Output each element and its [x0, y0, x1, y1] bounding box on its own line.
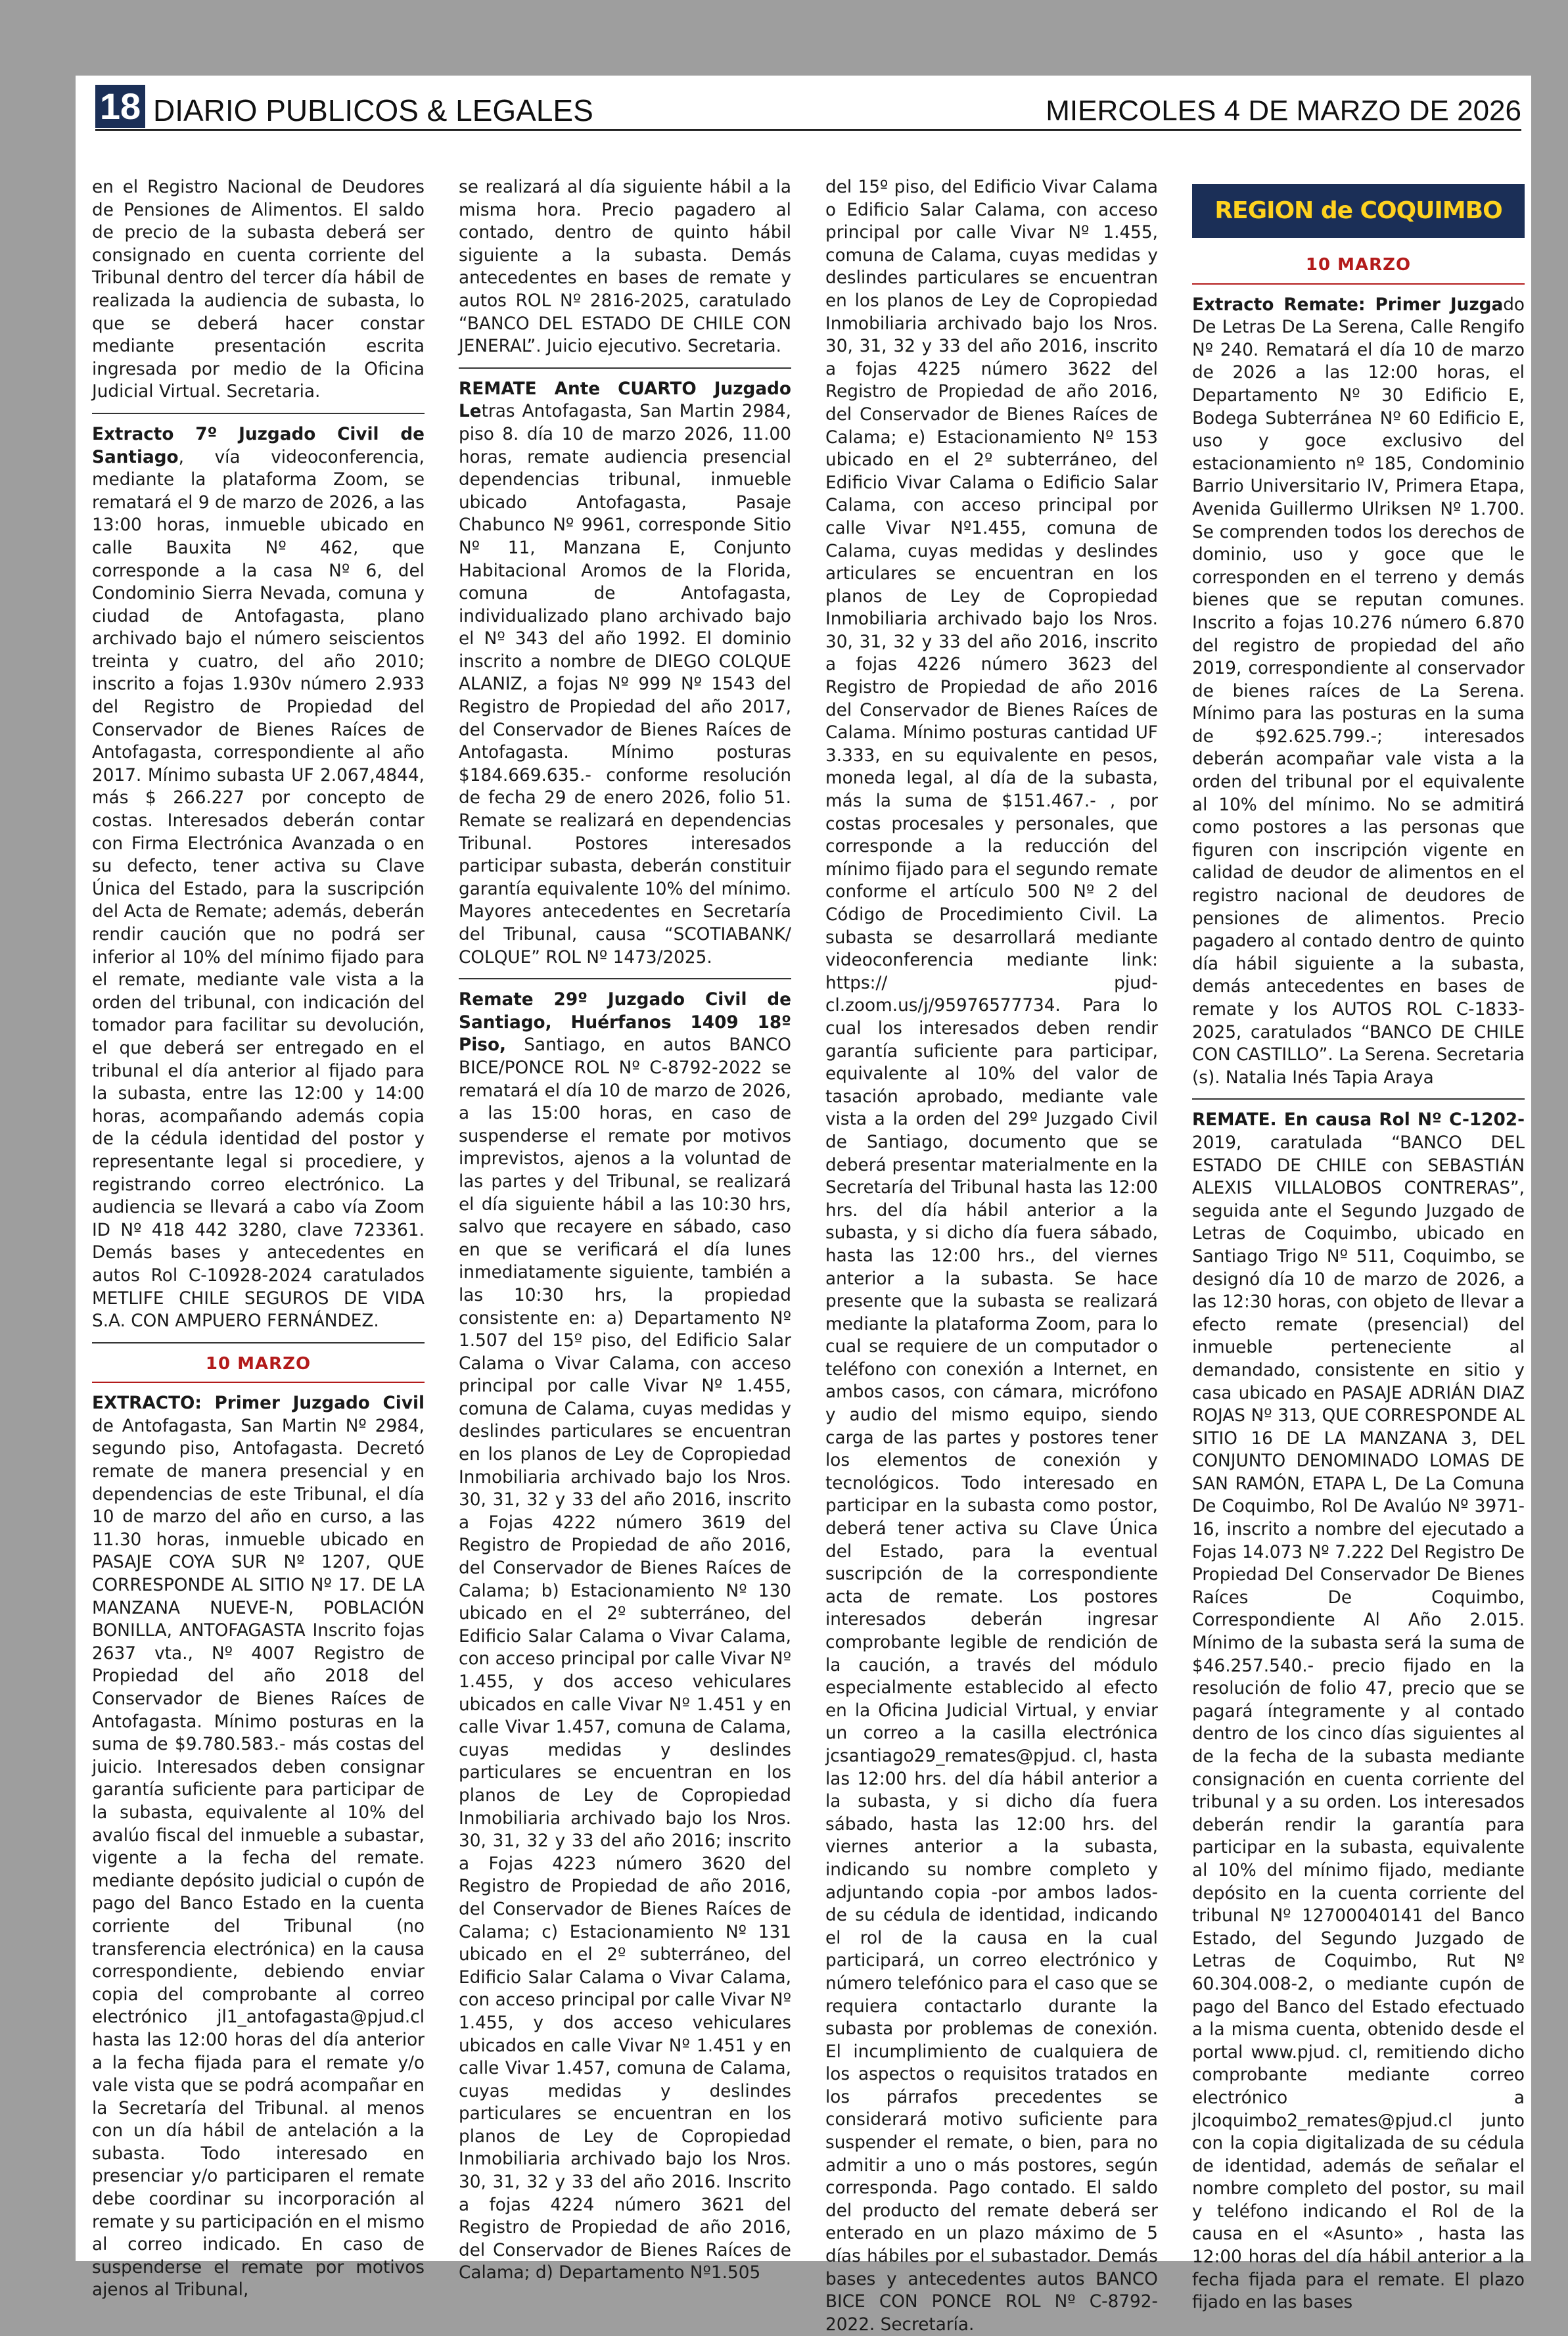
columns	[92, 176, 1525, 2335]
notice-title: REMATE. En causa Rol Nº C-1202-	[1192, 1110, 1525, 1131]
notice-title: Extracto Remate: Primer Juzga	[1192, 294, 1504, 315]
section-date: 10 MARZO	[205, 1353, 311, 1374]
page-number: 18	[95, 85, 145, 128]
notice-text: de Antofagasta, San Martin Nº 2984, segundo piso, Antofagasta. Decretó remate de manera presencial y en dependencias de este Tribunal, el día 10 de marzo del año en curso, a las 11.30 horas, inmueble ubicado en PASAJE COYA SUR Nº 1207, QUE CORRESPONDE AL SITIO Nº 17. DE LA MANZANA NUEVE-N, POBLACIÓN BONILLA, ANTOFAGASTA Inscrito fojas 2637 vta., Nº 4007 Registro de Propiedad del año 2018 del Conservador de Bienes Raíces de Antofagasta. Mínimo posturas en la suma de $9.780.583.- más costas del juicio. Interesados deben consignar garantía suficiente para participar de la subasta, equivalente al 10% del avalúo fiscal del inmueble a subastar, vigente a la fecha del remate. mediante depósito judicial o cupón de pago del Banco Estado en la cuenta corriente del Tribunal (no transferencia electrónica) en la causa correspondiente, debiendo enviar copia del comprobante al correo electrónico jl1_antofagasta@pjud.cl hasta las 12:00 horas del día anterior a la fecha fijada para el remate y/o vale vista que se podrá acompañar en la Secretaría del Tribunal. al menos con un día hábil de antelación a la subasta. Todo interesado en presenciar y/o participaren el remate debe coordinar su incorporación al remate y su participación en el mismo al correo indicado. En caso de suspenderse el remate por motivos ajenos al Tribunal,	[92, 1416, 425, 2301]
divider	[92, 413, 425, 414]
section-rule	[1192, 283, 1525, 285]
header-rule	[95, 129, 1521, 131]
column-1	[92, 176, 425, 2301]
section-date: 10 MARZO	[1305, 255, 1412, 275]
notice	[459, 989, 791, 2285]
region-banner: REGION de COQUIMBO	[1192, 184, 1525, 238]
notice-title: REMATE Ante CUARTO Juzgado Le	[459, 379, 791, 422]
divider	[1192, 1098, 1525, 1100]
notice-title: Extracto 7º Juzgado Civil de Santiago	[92, 424, 425, 467]
notice-text: del 15º piso, del Edificio Vivar Calama o Edificio Salar Calama, con acceso principal por calle Vivar Nº 1.455, comuna de Calama, cuyas medidas y deslindes particulares se encuentran en los planos de Ley de Copropiedad Inmobiliaria archivado bajo los Nros. 30, 31, 32 y 33 del año 2016, inscrito a fojas 4225 número 3622 del Registro de Propiedad de año 2016, del Conservador de Bienes Raíces de Calama; e) Estacionamiento Nº 153 ubicado en el 2º subterráneo, del Edificio Vivar Calama o Edificio Salar Calama, con acceso principal por calle Vivar Nº1.455, comuna de Calama, cuyas medidas y deslindes articulares se encuentran en los planos de Ley de Copropiedad Inmobiliaria archivado bajo los Nros. 30, 31, 32 y 33 del año 2016, inscrito a fojas 4226 número 3623 del Registro de Propiedad de año 2016 del Conservador de Bienes Raíces de Calama. Mínimo posturas cantidad UF 3.333, en su equivalente en pesos, moneda legal, al día de la subasta, más la suma de $151.467.- , por costas procesales y personales, que corresponde a la reducción del mínimo fijado para el segundo remate conforme el artículo 500 Nº 2 del Código de Procedimiento Civil. La subasta se desarrollará mediante videoconferencia mediante link: https:// pjud-cl.zoom.us/j/95976577734. Para lo cual los interesados deben rendir garantía suficiente para participar, equivalente al 10% del valor de tasación aprobado, mediante vale vista a la orden del 29º Juzgado Civil de Santiago, documento que se deberá presentar materialmente en la Secretaría del Tribunal hasta las 12:00 hrs. del día hábil anterior a la subasta, y si dicho día fuera sábado, hasta las 12:00 hrs., del viernes anterior a la subasta. Se hace presente que la subasta se realizará mediante la plataforma Zoom, para lo cual se requiere de un computador o teléfono con conexión a Internet, en ambos casos, con cámara, micrófono y audio del mismo equipo, siendo carga de las partes y postores tener los elementos de conexión y tecnológicos. Todo interesado en participar en la subasta como postor, deberá tener activa su Clave Única del Estado, para la eventual suscripción de la correspondiente acta de remate. Los postores interesados deberán ingresar comprobante legible de rendición de la caución, a través del módulo especialmente establecido al efecto en la Oficina Judicial Virtual, y enviar un correo a la casilla electrónica jcsantiago29_remates@pjud. cl, hasta las 12:00 hrs. del día hábil anterior a la subasta, y si dicho día fuera sábado, hasta las 12:00 hrs. del viernes anterior a la subasta, indicando su nombre completo y adjuntando copia -por ambos lados- de su cédula de identidad, indicando el rol de la causa en la cual participará, un correo electrónico y número telefónico para el caso que se requiera contactarlo durante la subasta por problemas de conexión. El incumplimiento de cualquiera de los aspectos o requisitos tratados en los párrafos precedentes se considerará motivo suficiente para suspender el remate, o bien, para no admitir a uno o más postores, según corresponda. Pago contado. El saldo del producto del remate deberá ser enterado en un plazo máximo de 5 días hábiles por el subastador. Demás bases y antecedentes autos BANCO BICE CON PONCE ROL Nº C-8792-2022. Secretaría.	[825, 177, 1158, 2335]
notice-title: EXTRACTO: Primer Juzgado Civil	[92, 1393, 425, 1414]
section-rule	[92, 1382, 425, 1383]
notice-text: do De Letras De La Serena, Calle Rengifo Nº 240. Rematará el día 10 de marzo de 2026 a las 12:00 horas, el Departamento Nº 30 Edificio E, Bodega Subterránea Nº 60 Edificio E, uso y goce exclusivo del estacionamiento nº 185, Condominio Barrio Universitario IV, Primera Etapa, Avenida Guillermo Ulriksen Nº 1.700. Se comprenden todos los derechos de dominio, uso y goce que le corresponden en el terreno y demás bienes que se reputan comunes. Inscrito a fojas 10.276 número 6.870 del registro de propiedad del año 2019, correspondiente al conservador de bienes raíces de La Serena. Mínimo para las posturas en la suma de $92.625.799.-; interesados deberán acompañar vale vista a la orden del tribunal por el equivalente al 10% del mínimo. No se admitirá como postores a las personas que figuren con inscripción vigente en calidad de deudor de alimentos en el registro nacional de deudores de pensiones de alimentos. Precio pagadero al contado dentro de quinto día hábil siguiente a la subasta, demás antecedentes en bases de remate y los AUTOS ROL C-1833-2025, caratulados “BANCO DE CHILE CON CASTILLO”. La Serena. Secretaria (s). Natalia Inés Tapia Araya	[1192, 294, 1525, 1088]
divider	[459, 978, 791, 979]
notice-text: Santiago, en autos BANCO BICE/PONCE ROL Nº C-8792-2022 se rematará el día 10 de marzo de 2026, a las 15:00 horas, en caso de suspenderse el remate por motivos imprevistos, ajenos a la voluntad de las partes y del Tribunal, se realizará el día siguiente hábil a las 10:30 hrs, salvo que recayere en sábado, caso en que se verificará el día lunes inmediatamente siguiente, también a las 10:30 hrs, la propiedad consistente en: a) Departamento Nº 1.507 del 15º piso, del Edificio Salar Calama o Vivar Calama, con acceso principal por calle Vivar Nº 1.455, comuna de Calama, cuyas medidas y deslindes particulares se encuentran en los planos de Ley de Copropiedad Inmobiliaria archivado bajo los Nros. 30, 31, 32 y 33 del año 2016, inscrito a Fojas 4222 número 3619 del Registro de Propiedad de año 2016, del Conservador de Bienes Raíces de Calama; b) Estacionamiento Nº 130 ubicado en el 2º subterráneo, del Edificio Salar Calama o Vivar Calama, con acceso principal por calle Vivar Nº 1.455, y dos acceso vehiculares ubicados en calle Vivar Nº 1.451 y en calle Vivar 1.457, comuna de Calama, cuyas medidas y deslindes particulares se encuentran en los planos de Ley de Copropiedad Inmobiliaria archivado bajo los Nros. 30, 31, 32 y 33 del año 2016; inscrito a Fojas 4223 número 3620 del Registro de Propiedad de año 2016, del Conservador de Bienes Raíces de Calama; c) Estacionamiento Nº 131 ubicado en el 2º subterráneo, del Edificio Salar Calama o Vivar Calama, con acceso principal por calle Vivar Nº 1.455, y dos acceso vehiculares ubicados en calle Vivar Nº 1.451 y en calle Vivar 1.457, comuna de Calama, cuyas medidas y deslindes particulares se encuentran en los planos de Ley de Copropiedad Inmobiliaria archivado bajo los Nros. 30, 31, 32 y 33 del año 2016. Inscrito a fojas 4224 número 3621 del Registro de Propiedad de año 2016, del Conservador de Bienes Raíces de Calama; d) Departamento Nº1.505	[459, 1035, 791, 2283]
page-header	[95, 87, 1521, 128]
divider	[459, 367, 791, 369]
newspaper-name: DIARIO PUBLICOS & LEGALES	[153, 93, 593, 128]
notice	[459, 378, 791, 969]
notice	[1192, 1109, 1525, 2314]
column-2	[459, 176, 791, 2283]
column-3	[825, 176, 1158, 2335]
divider	[92, 1342, 425, 1343]
notice-title: Remate 29º Juzgado Civil de Santiago, Huérfanos 1409 18º Piso,	[459, 990, 791, 1056]
notice-text: tras Antofagasta, San Martin 2984, piso 8. día 10 de marzo 2026, 11.00 horas, remate audiencia presencial dependencias tribunal, inmueble ubicado Antofagasta, Pasaje Chabunco Nº 9961, corresponde Sitio Nº 11, Manzana E, Conjunto Habitacional Aromos de la Florida, comuna de Antofagasta, individualizado plano archivado bajo el Nº 343 del año 1992. El dominio inscrito a nombre de DIEGO COLQUE ALANIZ, a fojas Nº 999 Nº 1543 del Registro de Propiedad del año 2017, del Conservador de Bienes Raíces de Antofagasta. Mínimo posturas $184.669.635.- conforme resolución de fecha 29 de enero 2026, folio 51. Remate se realizará en dependencias Tribunal. Postores interesados participar subasta, deberán constituir garantía equivalente 10% del mínimo. Mayores antecedentes en Secretaría del Tribunal, causa “SCOTIABANK/ COLQUE” ROL Nº 1473/2025.	[459, 402, 791, 968]
column-4	[1192, 176, 1525, 2313]
notice-text: 2019, caratulada “BANCO DEL ESTADO DE CHILE con SEBASTIÁN ALEXIS VILLALOBOS CONTRERAS”, seguida ante el Segundo Juzgado de Letras de Coquimbo, ubicado en Santiago Trigo Nº 511, Coquimbo, se designó día 10 de marzo de 2026, a las 12:30 horas, con objeto de llevar a efecto remate (presencial) del inmueble perteneciente al demandado, consistente en sitio y casa ubicado en PASAJE ADRIÁN DIAZ ROJAS Nº 313, QUE CORRESPONDE AL SITIO 16 DE LA MANZANA 3, DEL CONJUNTO DENOMINADO LOMAS DE SAN RAMÓN, ETAPA L, De La Comuna De Coquimbo, Rol De Avalúo Nº 3971-16, inscrito a nombre del ejecutado a Fojas 14.073 Nº 7.222 Del Registro De Propiedad Del Conservador De Bienes Raíces De Coquimbo, Correspondiente Al Año 2.015. Mínimo de la subasta será la suma de $46.257.540.- precio fijado en la resolución de folio 47, precio que se pagará íntegramente y al contado dentro de los cinco días siguientes al de la fecha de la subasta mediante consignación en cuenta corriente del tribunal y a su orden. Los interesados deberán rendir la garantía para participar en la subasta, equivalente al 10% del mínimo fijado, mediante depósito en la cuenta corriente del tribunal Nº 12700040141 del Banco Estado, del Segundo Juzgado de Letras de Coquimbo, Rut Nº 60.304.008-2, o mediante cupón de pago del Banco del Estado efectuado a la misma cuenta, obtenido desde el portal www.pjud. cl, remitiendo dicho comprobante mediante correo electrónico a jlcoquimbo2_remates@pjud.cl junto con la copia digitalizada de su cédula de identidad, además de señalar el nombre completo del postor, su mail y teléfono indicando el Rol de la causa en el «Asunto» , hasta las 12:00 horas del día hábil anterior a la fecha fijada para el remate. El plazo fijado en las bases	[1192, 1133, 1525, 2313]
notice	[92, 1392, 425, 2302]
notice-text: en el Registro Nacional de Deudores de Pensiones de Alimentos. El saldo de precio de la subasta deberá ser consignado en cuenta corriente del Tribunal dentro del tercer día hábil de realizada la audiencia de subasta, lo que se deberá hacer constar mediante presentación escrita ingresada por medio de la Oficina Judicial Virtual. Secretaria.	[92, 177, 425, 402]
notice	[1192, 294, 1525, 1090]
notice-text: , vía videoconferencia, mediante la plataforma Zoom, se rematará el 9 de marzo de 2026, a las 13:00 horas, inmueble ubicado en calle Bauxita Nº 462, que corresponde a la casa Nº 6, del Condominio Sierra Nevada, comuna y ciudad de Antofagasta, plano archivado bajo el número seiscientos treinta y cuatro, del año 2010; inscrito a fojas 1.930v número 2.933 del Registro de Propiedad del Conservador de Bienes Raíces de Antofagasta, correspondiente al año 2017. Mínimo subasta UF 2.067,4844, más $ 266.227 por concepto de costas. Interesados deberán contar con Firma Electrónica Avanzada o en su defecto, tener activa su Clave Única del Estado, para la suscripción del Acta de Remate; además, deberán rendir caución que no podrá ser inferior al 10% del mínimo fijado para el remate, mediante vale vista a la orden del tribunal, con indicación del tomador para facilitar su devolución, el que deberá ser entregado en el tribunal el día anterior al fijado para la subasta, entre las 12:00 y 14:00 horas, acompañando además copia de la cédula identidad del postor y representante legal si procediere, y registrando correo electrónico. La audiencia se llevará a cabo vía Zoom ID Nº 418 442 3280, clave 723361. Demás bases y antecedentes en autos Rol C-10928-2024 caratulados METLIFE CHILE SEGUROS DE VIDA S.A. CON AMPUERO FERNÁNDEZ.	[92, 447, 425, 1332]
notice	[92, 423, 425, 1333]
notice-text: se realizará al día siguiente hábil a la misma hora. Precio pagadero al contado, dentro de quinto hábil siguiente a la subasta. Demás antecedentes en bases de remate y autos ROL Nº 2816-2025, caratulado “BANCO DEL ESTADO DE CHILE CON JENERAL”. Juicio ejecutivo. Secretaria.	[459, 177, 791, 357]
publication-date: MIERCOLES 4 DE MARZO DE 2026	[1046, 95, 1521, 127]
